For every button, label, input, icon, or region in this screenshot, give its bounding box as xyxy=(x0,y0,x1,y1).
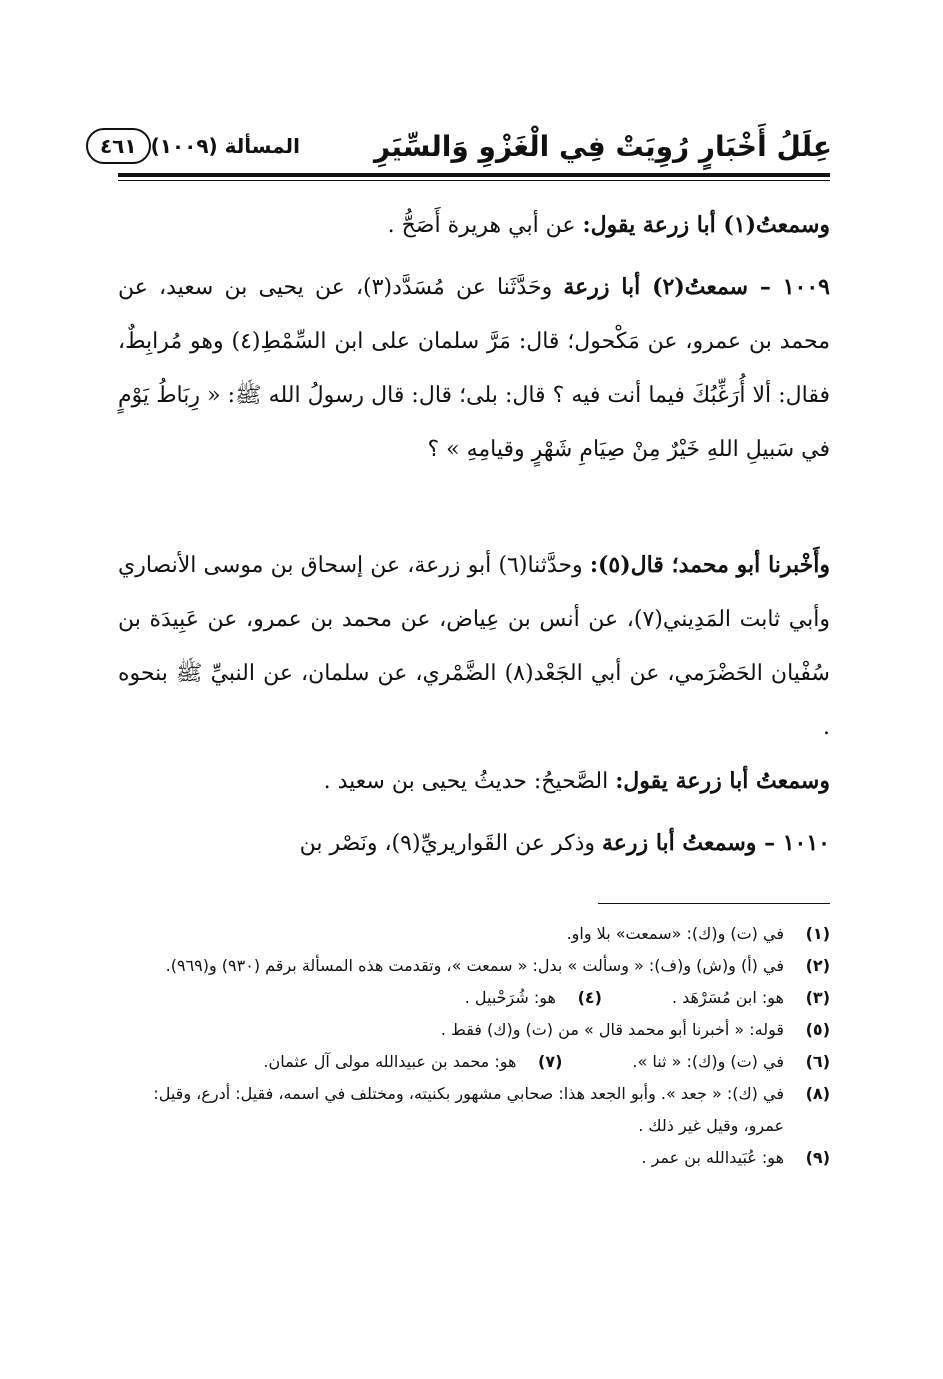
footnote-row-3-4 xyxy=(118,982,830,1014)
book-title: عِلَلُ أَخْبَارٍ رُوِيَتْ فِي الْغَزْوِ وَالسِّيَرِ xyxy=(373,129,832,163)
footnote-row-6-7 xyxy=(118,1046,830,1078)
paragraph-lead: وأَخْبرنا أبو محمد؛ قال(٥): xyxy=(589,552,831,578)
paragraph-5 xyxy=(118,816,830,871)
page-number: ٤٦١ xyxy=(86,128,151,164)
footnote-text: هو: محمد بن عبيدالله مولى آل عثمان. xyxy=(263,1052,517,1071)
footnote-9 xyxy=(118,1142,830,1174)
paragraph-4 xyxy=(118,754,830,809)
footnote-3 xyxy=(672,982,830,1014)
footnote-number: (١) xyxy=(805,924,830,943)
paragraph-text: عن أبي هريرة أَصَحُّ . xyxy=(387,213,583,238)
paragraph-lead: وسمعتُ أبا زرعة يقول: xyxy=(615,768,830,794)
paragraph-text: وحدَّثنا(٦) أبو زرعة، عن إسحاق بن موسى الأنصاري وأبي ثابت المَدِيني(٧)، عن أنس بن عِياض، عن محمد بن عمرو، عن عَبِيدَة بن سُفْيان الحَضْرَمي، عن أبي الجَعْد(٨) الضَّمْري، عن سلمان، عن النبيِّ ﷺ بنحوه . xyxy=(118,553,831,740)
footnote-text: في (ت) و(ك): «سمعت» بلا واو. xyxy=(566,924,784,943)
footnote-6 xyxy=(632,1046,830,1078)
header-rule-thin xyxy=(118,180,830,181)
paragraph-lead: ١٠٠٩ – سمعتُ(٢) أبا زرعة xyxy=(563,274,830,300)
footnote-1 xyxy=(118,918,830,950)
footnote-text: في (أ) و(ش) و(ف): « وسألت » بدل: « سمعت »، وتقدمت هذه المسألة برقم (٩٣٠) و(٩٦٩). xyxy=(165,956,784,975)
footnote-7 xyxy=(263,1046,562,1078)
footnote-number: (٥) xyxy=(805,1020,830,1039)
footnote-text: قوله: « أخبرنا أبو محمد قال » من (ت) و(ك) فقط . xyxy=(440,1020,784,1039)
footnote-number: (٣) xyxy=(805,988,830,1007)
paragraph-text: وحَدَّثَنا عن مُسَدَّد(٣)، عن يحيى بن سعيد، عن محمد بن عمرو، عن مَكْحول؛ قال: مَرَّ سلمان على ابن السِّمْطِ(٤) وهو مُرابِطٌ، فقال: ألا أُرَغِّبُكَ فيما أنت فيه ؟ قال: بلى؛ قال: قال رسولُ الله ﷺ: « رِبَاطُ يَوْمٍ في سَبيلِ اللهِ خَيْرٌ مِنْ صِيَامِ شَهْرٍ وقيامِهِ » ؟ xyxy=(118,275,830,462)
footnote-text: في (ك): « جعد ». وأبو الجعد هذا: صحابي مشهور بكنيته، ومختلف في اسمه، فقيل: أدرع، وقيل: عمرو، وقيل غير ذلك . xyxy=(153,1084,784,1135)
footnote-2 xyxy=(118,950,830,982)
paragraph-text: وذكر عن القَواريريِّ(٩)، ونَصْر بن xyxy=(299,831,602,856)
footnote-number: (٧) xyxy=(538,1052,563,1071)
footnote-number: (٤) xyxy=(577,988,602,1007)
paragraph-lead: وسمعتُ(١) أبا زرعة يقول: xyxy=(582,212,830,238)
footnote-number: (٩) xyxy=(805,1148,830,1167)
paragraph-text: الصَّحيحُ: حديثُ يحيى بن سعيد . xyxy=(323,769,616,794)
footnote-5 xyxy=(118,1014,830,1046)
footnote-number: (٢) xyxy=(805,956,830,975)
footnote-text: في (ت) و(ك): « ثنا ». xyxy=(632,1052,784,1071)
paragraph-lead: ١٠١٠ – وسمعتُ أبا زرعة xyxy=(601,830,830,856)
paragraph-1 xyxy=(118,198,830,253)
footnote-number: (٨) xyxy=(805,1084,830,1103)
paragraph-2 xyxy=(118,260,830,477)
footnote-text: هو: ابن مُسَرْهَد . xyxy=(671,988,784,1007)
header-rule-thick xyxy=(118,173,830,177)
running-header xyxy=(99,126,832,166)
paragraph-3 xyxy=(118,538,830,755)
footnote-4 xyxy=(465,982,602,1014)
footnote-8 xyxy=(118,1078,830,1142)
footnotes xyxy=(118,918,830,1174)
footnote-text: هو: عُبَيدالله بن عمر . xyxy=(641,1148,784,1167)
footnote-separator xyxy=(598,903,830,904)
issue-label: المسألة (١٠٠٩) xyxy=(150,134,300,158)
footnote-number: (٦) xyxy=(805,1052,830,1071)
footnote-text: هو: شُرَحْبيل . xyxy=(464,988,556,1007)
